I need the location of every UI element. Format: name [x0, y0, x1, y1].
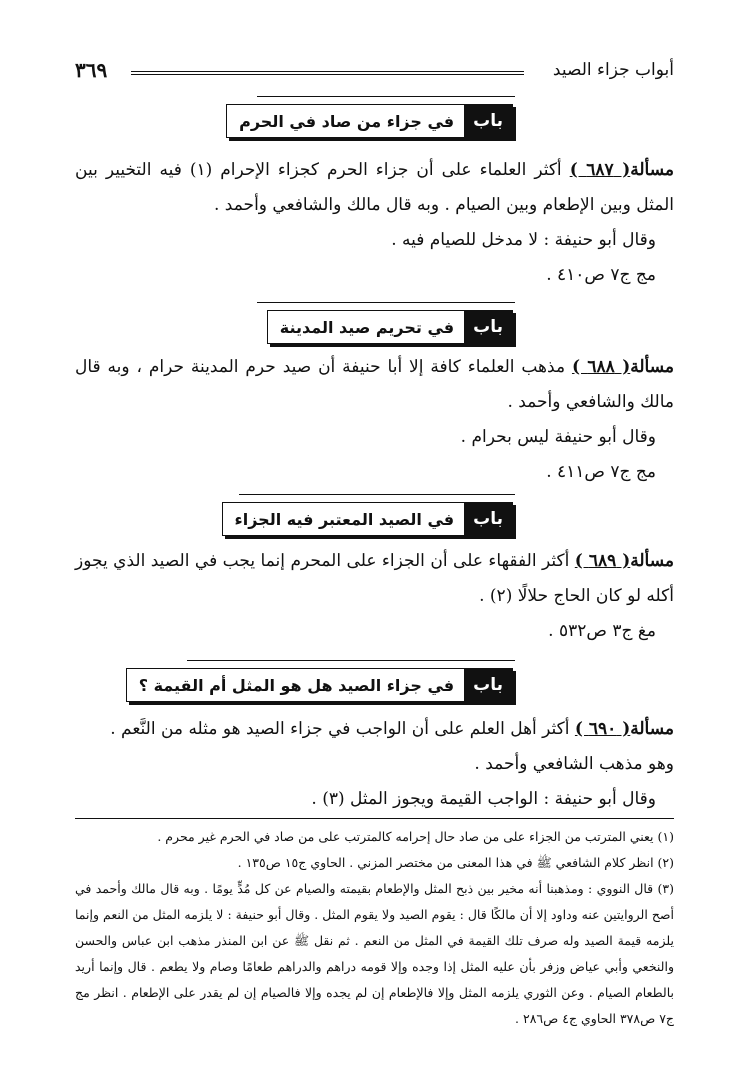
chapter-rule	[257, 302, 515, 303]
chapter-label: باب	[464, 669, 512, 701]
chapter-label: باب	[464, 105, 512, 137]
opinion-line: وقال أبو حنيفة : لا مدخل للصيام فيه .	[391, 230, 656, 250]
opinion-line: وقال أبو حنيفة ليس بحرام .	[460, 427, 656, 447]
footnotes	[75, 824, 674, 1032]
footnote: (١) يعني المترتب من الجزاء على من صاد حال إحرامه كالمترتب على من صاد في الحرم غير محرم .	[157, 829, 674, 844]
issue-paragraph	[75, 153, 674, 223]
issue-label: مسألة	[630, 357, 675, 377]
chapter-title: في جزاء الصيد هل هو المثل أم القيمة ؟	[138, 675, 455, 695]
issue-block	[75, 712, 674, 817]
issue-paragraph	[75, 350, 674, 420]
issue-number: ( ٦٨٩ )	[574, 551, 631, 571]
header-title: أبواب جزاء الصيد	[552, 60, 674, 80]
reference-line: مج ج٧ ص٤١٠ .	[546, 265, 656, 285]
issue-body: أكثر أهل العلم على أن الواجب في جزاء الصيد هو مثله من النَّعم .	[110, 719, 570, 739]
opinion-line: وقال أبو حنيفة : الواجب القيمة ويجوز المثل (٣) .	[311, 789, 656, 809]
reference-line: مج ج٧ ص٤١١ .	[546, 462, 656, 482]
footnote: (٢) انظر كلام الشافعي ﷺ في هذا المعنى من مختصر المزني . الحاوي ج١٥ ص١٣٥ .	[237, 855, 674, 870]
issue-number: ( ٦٨٧ )	[569, 160, 631, 180]
chapter-rule	[187, 660, 515, 661]
footnote: (٣) قال النووي : ومذهبنا أنه مخير بين ذبح المثل والإطعام بقيمته والصيام عن كل مُدٍّ يومًا . وبه قال مالك وأحمد في أصح الروايتين عنه وداود إلا أن مالكًا قال : يقوم الصيد ولا يقوم المثل . وقال أبو حنيفة : لا يلزمه المثل من النعم وإنما يلزمه قيمة الصيد وله صرف تلك القيمة في المثل من النعم . ثم نقل ﷺ عن ابن المنذر مذهب ابن عباس والحسن والنخعي وأبي عياض وزفر بأن عليه المثل إذا وجده وإلا قومه دراهم والدراهم طعامًا وصام ولا يطعم . قال وإنما أريد بالطعام الصيام . وعن الثوري يلزمه المثل وإلا فالإطعام إن لم يجده وإلا فالصيام إن لم يقدر على الإطعام . انظر مج ج٧ ص٣٧٨ الحاوي ج٤ ص٢٨٦ .	[75, 881, 674, 1026]
chapter-rule	[239, 494, 515, 495]
chapter-box	[267, 310, 513, 344]
issue-block	[75, 350, 674, 490]
running-header	[75, 58, 674, 88]
issue-block	[75, 153, 674, 293]
issue-number: ( ٦٩٠ )	[574, 719, 631, 739]
chapter-box	[222, 502, 513, 536]
issue-label: مسألة	[630, 160, 674, 180]
chapter-title: في جزاء من صاد في الحرم	[239, 111, 455, 131]
header-rule	[131, 71, 524, 75]
footnote-separator	[75, 818, 674, 819]
chapter-rule	[257, 96, 515, 97]
chapter-heading	[226, 104, 513, 138]
issue-block	[75, 544, 674, 649]
chapter-label: باب	[464, 503, 512, 535]
chapter-heading	[126, 668, 513, 702]
issue-body: أكثر الفقهاء على أن الجزاء على المحرم إنما يجب في الصيد الذي يجوز أكله لو كان الحاج حلالًا (٢) .	[75, 551, 674, 606]
issue-body: أكثر العلماء على أن جزاء الحرم كجزاء الإحرام (١) فيه التخيير بين المثل وبين الإطعام وبين الصيام . وبه قال مالك والشافعي وأحمد .	[75, 160, 674, 215]
issue-paragraph	[75, 544, 674, 614]
chapter-box	[226, 104, 513, 138]
issue-body: مذهب العلماء كافة إلا أبا حنيفة أن صيد حرم المدينة حرام ، وبه قال مالك والشافعي وأحمد .	[75, 357, 674, 412]
page-number: ٣٦٩	[75, 58, 108, 82]
chapter-heading	[267, 310, 513, 344]
issue-paragraph	[75, 712, 674, 747]
chapter-box	[126, 668, 513, 702]
reference-line: مغ ج٣ ص٥٣٢ .	[548, 621, 656, 641]
chapter-title: في تحريم صيد المدينة	[279, 317, 455, 337]
chapter-heading	[222, 502, 513, 536]
issue-label: مسألة	[630, 551, 675, 571]
chapter-title: في الصيد المعتبر فيه الجزاء	[234, 509, 455, 529]
opinion-line: وهو مذهب الشافعي وأحمد .	[474, 754, 674, 774]
issue-label: مسألة	[630, 719, 674, 739]
issue-number: ( ٦٨٨ )	[571, 357, 631, 377]
chapter-label: باب	[464, 311, 512, 343]
